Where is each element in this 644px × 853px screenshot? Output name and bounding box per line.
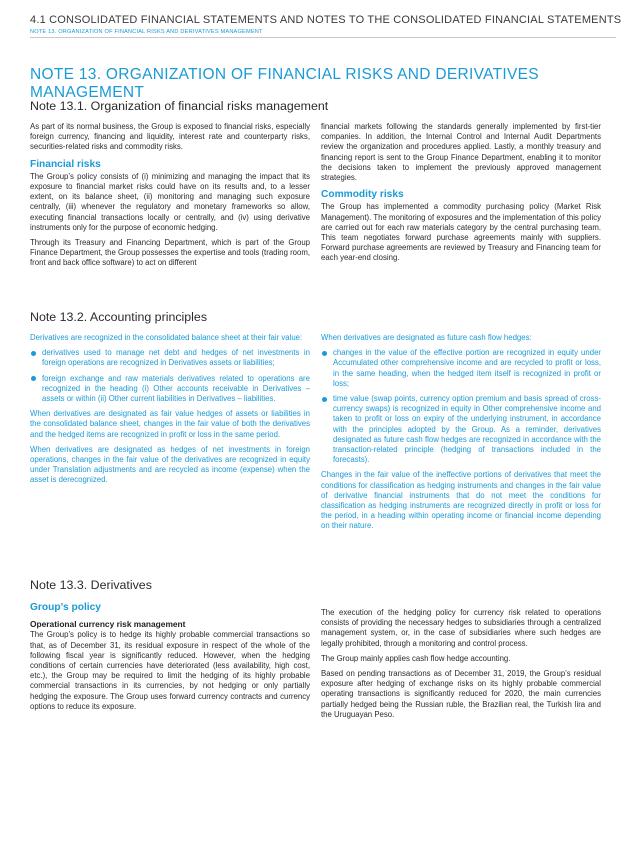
hedging-execution-paragraph: The execution of the hedging policy for currency risk related to operations consists of providing the necessary hedges to subsidiaries through a centralized management system, or, in the case of subsidiaries where such hedges are legally prohibited, through a monitoring and control process.: [321, 608, 601, 648]
section-13-2-left-column: [30, 333, 310, 491]
section-13-2-heading: Note 13.2. Accounting principles: [30, 310, 208, 324]
header-divider: [30, 37, 616, 38]
commodity-risks-heading: Commodity risks: [321, 189, 404, 201]
operational-currency-risk-heading: Operational currency risk management: [30, 619, 186, 630]
residual-exposure-paragraph: Based on pending transactions as of December 31, 2019, the Group’s residual exposure after hedging of exchange risks on its highly probable commercial operating transactions is significantly reduced for 2020, the main currencies partially hedged being the Russian ruble, the Brazilian real, the Turkish lira and the Uruguayan Peso.: [321, 669, 601, 719]
derivatives-recognition-paragraph: Derivatives are recognized in the consolidated balance sheet at their fair value:: [30, 333, 303, 342]
section-13-1-right-column: [321, 122, 601, 269]
net-investment-hedge-paragraph: When derivatives are designated as hedges of net investments in foreign operations, changes in the fair value of the derivatives are recognized in equity under Translation adjustments and are recycled as income (expense) when the asset is derecognized.: [30, 444, 310, 485]
section-13-3-left-column: [30, 603, 310, 717]
running-header-subtitle: NOTE 13. ORGANIZATION OF FINANCIAL RISKS AND DERIVATIVES MANAGEMENT: [30, 29, 263, 35]
bullet-icon: [31, 376, 36, 381]
financial-risks-paragraph-2: Through its Treasury and Financing Department, which is part of the Group Finance Department, the Group possesses the expertise and tools (trading room, front and back office software) to act on different: [30, 238, 310, 268]
intro-paragraph: As part of its normal business, the Group is exposed to financial risks, especially foreign currency, financing and liquidity, interest rate and counterparty risks, securities-related risks and commodity risks.: [30, 122, 310, 152]
list-item: foreign exchange and raw materials derivatives related to operations are recognized in the heading (i) Other accounts receivable in Derivatives – assets or within (ii) Other current liabilities in Derivatives – liabilities.: [30, 374, 310, 405]
hedging-policy-paragraph: The Group’s policy is to hedge its highly probable commercial transactions so that, as of December 31, its residual exposure in respect of the whole of the following fiscal year is significantly reduced. However, when the hedging conditions of certain currencies have deteriorated (less availability, high cost, etc.), the Group may be required to limit the hedging of its highly probable commercial transactions in its currencies, by not hedging or only partially hedging the exposure. The Group uses forward currency contracts and currency options to reduce its exposure.: [30, 630, 310, 711]
section-13-3-heading: Note 13.3. Derivatives: [30, 578, 152, 592]
list-item: changes in the value of the effective portion are recognized in equity under Accumulated other comprehensive income and are recycled to profit or loss, in the same heading, when the hedged item itself is recognized in profit or loss;: [321, 348, 601, 389]
list-item: derivatives used to manage net debt and hedges of net investments in foreign operations are recognized in Derivatives assets or liabilities;: [30, 348, 310, 368]
left-bullet-list: [30, 348, 310, 404]
section-13-1-left-column: [30, 122, 310, 274]
right-bullet-list: [321, 348, 601, 465]
running-header-title: 4.1 CONSOLIDATED FINANCIAL STATEMENTS AND NOTES TO THE CONSOLIDATED FINANCIAL STATEMENTS: [30, 14, 622, 26]
cash-flow-accounting-paragraph: The Group mainly applies cash flow hedge accounting.: [321, 653, 511, 663]
section-13-3-right-column: [321, 608, 601, 725]
section-13-2-right-column: [321, 333, 601, 537]
page-title: NOTE 13. ORGANIZATION OF FINANCIAL RISKS AND DERIVATIVES MANAGEMENT: [30, 66, 539, 101]
fair-value-hedge-paragraph: When derivatives are designated as fair value hedges of assets or liabilities in the consolidated balance sheet, changes in the fair value of both the derivatives and the hedged items are recognized in profit or loss in the same period.: [30, 409, 310, 439]
ineffective-portion-paragraph: Changes in the fair value of the ineffective portions of derivatives that meet the conditions for classification as hedging instruments and changes in the fair value of derivative financial instruments that do not meet the conditions for classification as hedging instruments are recognized directly in profit or loss for the period, in a heading within operating income or financial income depending on their nature.: [321, 470, 601, 531]
bullet-icon: [31, 351, 36, 356]
financial-risks-heading: Financial risks: [30, 158, 101, 170]
list-item: time value (swap points, currency option premium and basis spread of cross-currency swaps) is recognized in equity in Other comprehensive income and taken to profit or loss on expiry of the underlying instrument, in accordance with the principles adopted by the Group. As a reminder, derivatives designated as future cash flow hedges are recognized in accordance with the transaction-related principle (hedging of transactions included in the forecasts).: [321, 394, 601, 465]
financial-risks-paragraph-1: The Group’s policy consists of (i) minimizing and managing the impact that its exposure to financial market risks could have on its results and, to a lesser extent, on its balance sheet, (ii) monitoring and managing such exposure centrally, (iii) whenever the regulatory and monetary frameworks so allow, executing financial transactions locally or centrally, and (iv) using derivative instruments only for the purpose of economic hedging.: [30, 171, 310, 232]
groups-policy-heading: Group’s policy: [30, 602, 101, 613]
commodity-risks-paragraph: The Group has implemented a commodity purchasing policy (Market Risk Management). The monitoring of exposures and the implementation of this policy are carried out for each raw materials category by the central purchasing team. This team negotiates forward purchase agreements mainly with suppliers. Forward purchase agreements are reviewed by Treasury and Financing team for each year-end closing.: [321, 202, 601, 263]
markets-paragraph: financial markets following the standards generally implemented by first-tier companies. In addition, the Internal Control and Internal Audit Departments review the organization and procedures applied. Lastly, a monthly treasury and financing report is sent to the Group Finance Department, enabling it to monitor the decisions taken to implement the previously approved management strategies.: [321, 122, 601, 183]
cash-flow-hedge-intro: When derivatives are designated as future cash flow hedges:: [321, 333, 532, 342]
bullet-icon: [322, 351, 327, 356]
bullet-icon: [322, 397, 327, 402]
section-13-1-heading: Note 13.1. Organization of financial risks management: [30, 99, 329, 113]
